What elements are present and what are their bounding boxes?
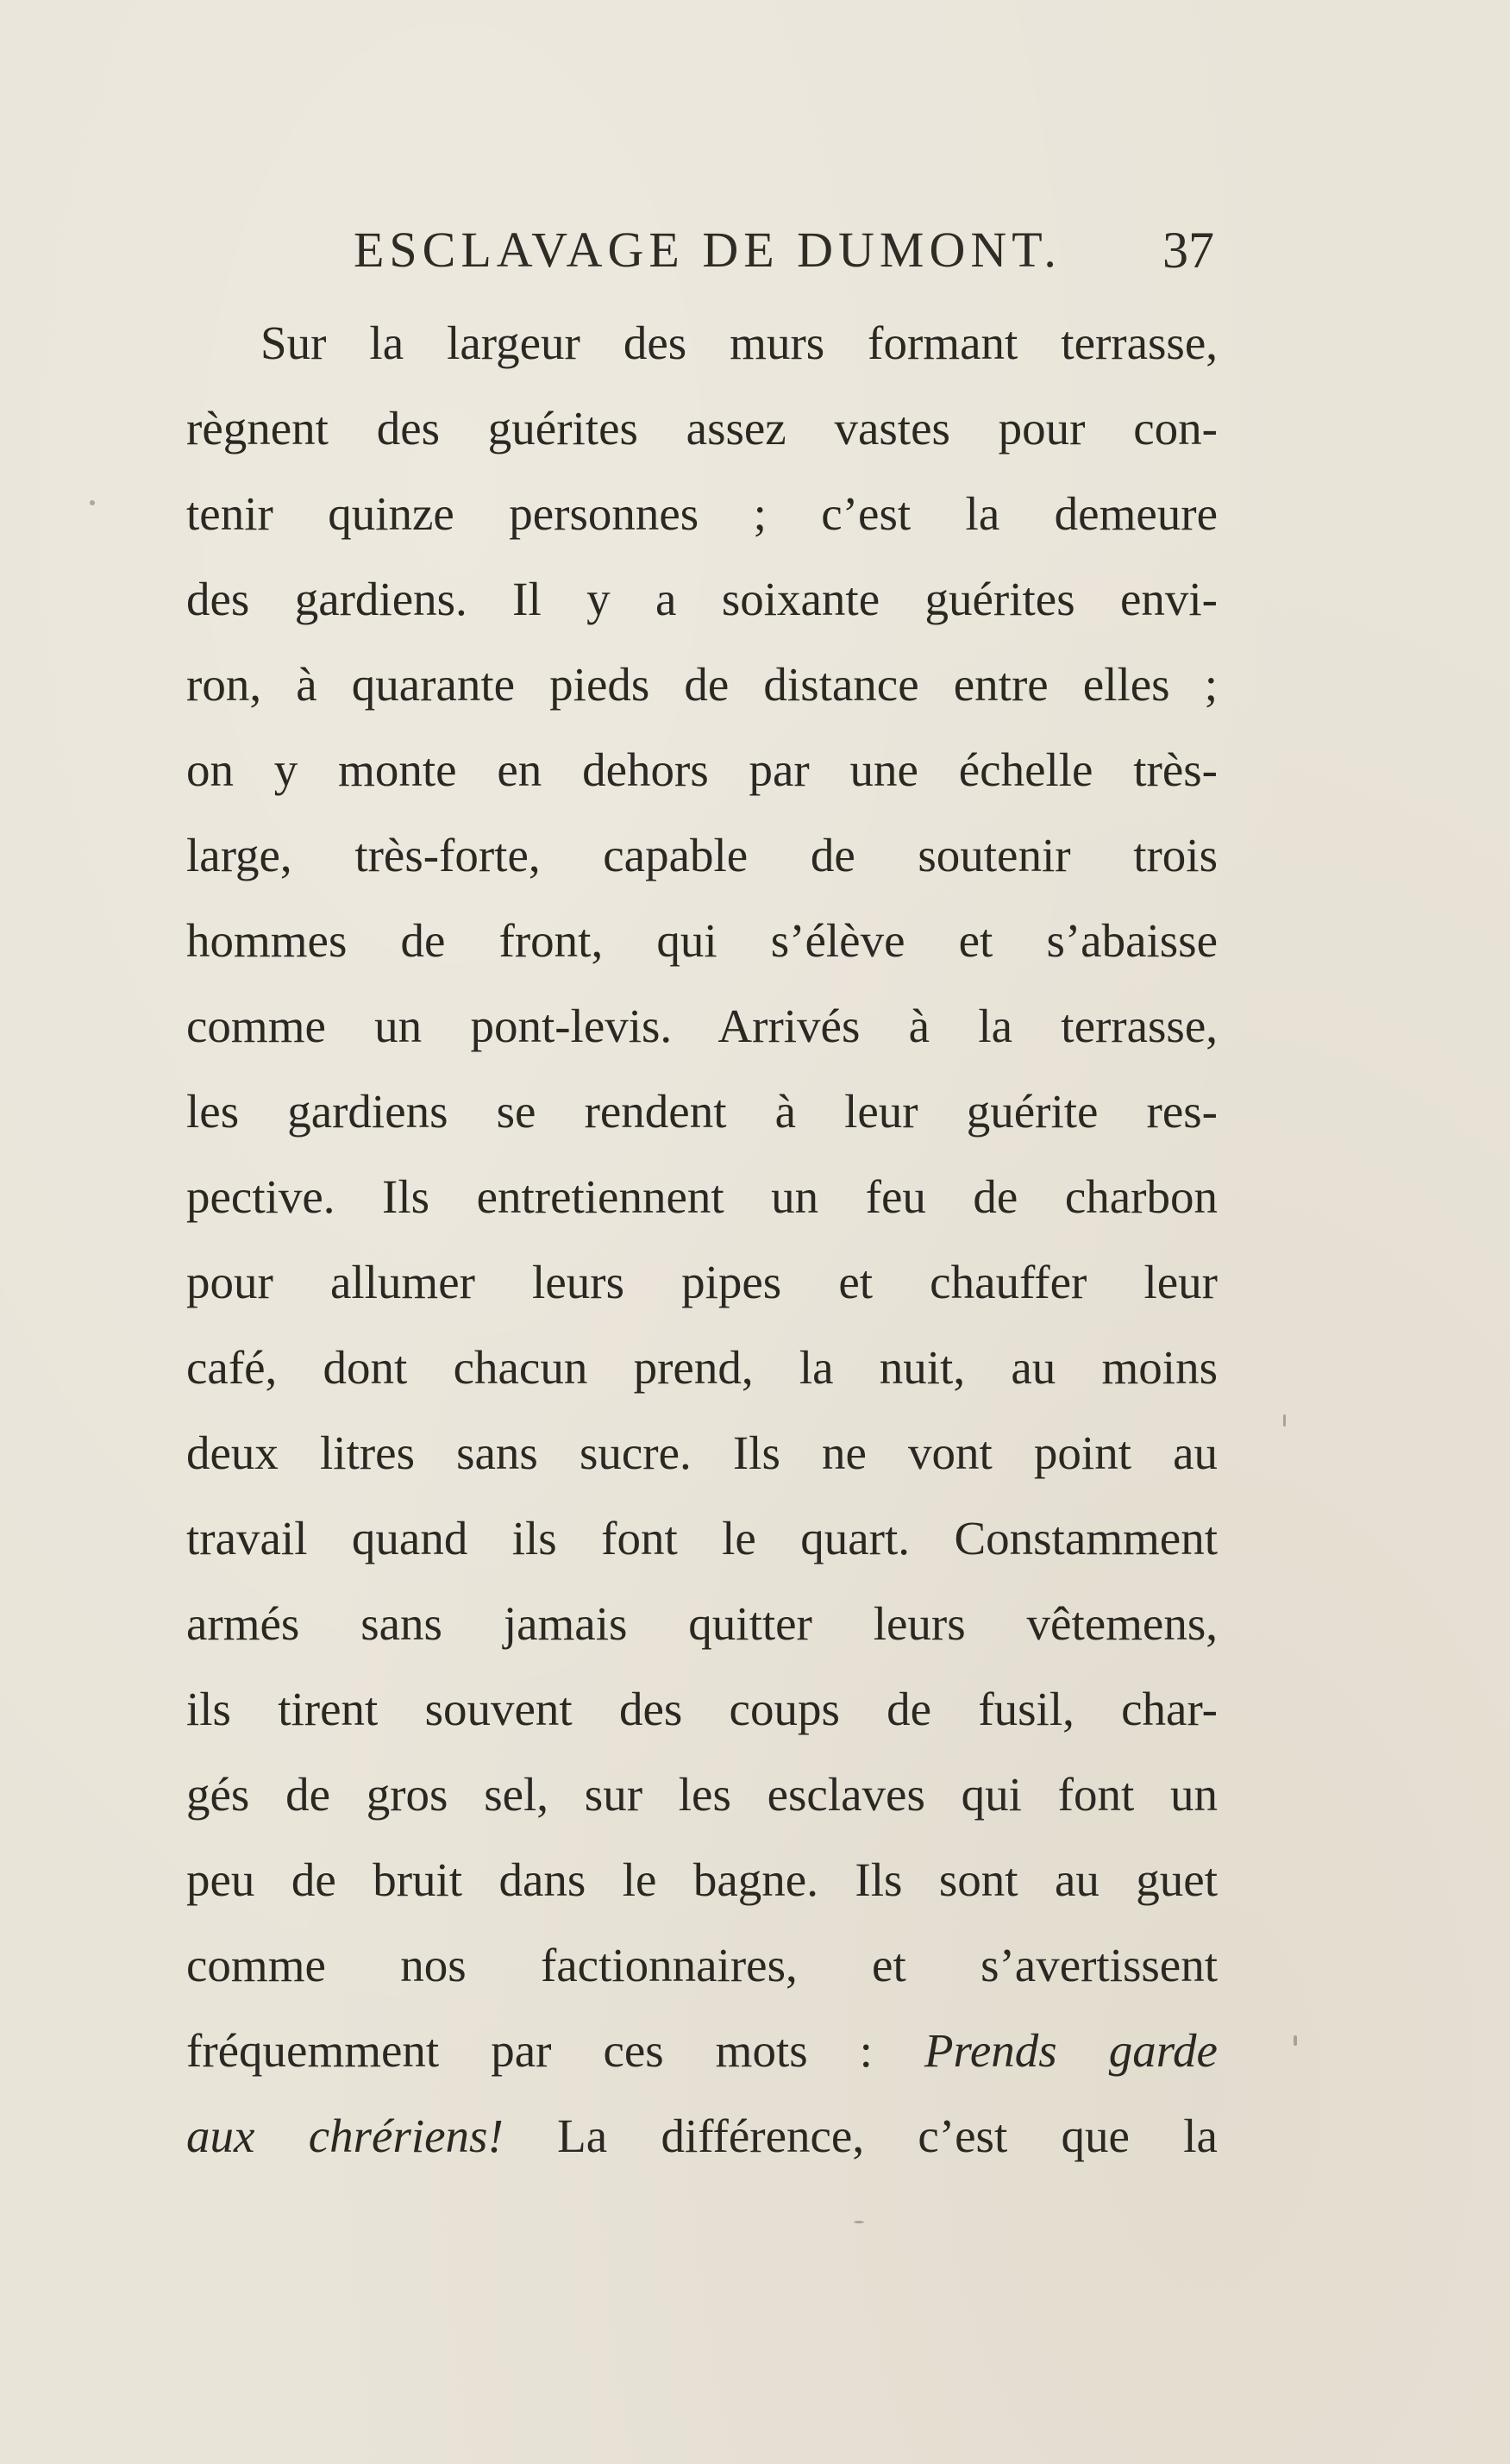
text-line: Sur la largeur des murs formant terrasse, (260, 317, 1218, 369)
paper-speck (1294, 2035, 1297, 2046)
body-text (186, 300, 1218, 2179)
text-line-22 (186, 2093, 1218, 2179)
text-line: café, dont chacun prend, la nuit, au moins (186, 1341, 1218, 1394)
line-22-italic: aux chrériens! (186, 2110, 504, 2162)
running-title: ESCLAVAGE DE DUMONT. (354, 222, 1062, 278)
paper-speck (854, 2221, 864, 2223)
text-line: hommes de front, qui s’élève et s’abaisse (186, 914, 1218, 967)
page-header (354, 216, 1216, 285)
text-line: des gardiens. Il y a soixante guérites envi- (186, 573, 1218, 625)
text-line: large, très-forte, capable de soutenir trois (186, 829, 1218, 881)
text-line: pective. Ils entretiennent un feu de charbon (186, 1170, 1218, 1223)
text-line: on y monte en dehors par une échelle très- (186, 743, 1218, 796)
line-22-roman: La différence, c’est que la (503, 2110, 1218, 2162)
line-21-italic: Prends garde (924, 2024, 1218, 2077)
line-21-roman: fréquemment par ces mots : (186, 2024, 924, 2077)
text-line-21 (186, 2008, 1218, 2093)
text-line: travail quand ils font le quart. Constamment (186, 1512, 1218, 1564)
page-number: 37 (1162, 222, 1214, 279)
paper-speck (90, 500, 95, 505)
text-line: armés sans jamais quitter leurs vêtemens, (186, 1597, 1218, 1650)
text-line: les gardiens se rendent à leur guérite res- (186, 1085, 1218, 1138)
text-line: pour allumer leurs pipes et chauffer leur (186, 1256, 1218, 1308)
text-line: deux litres sans sucre. Ils ne vont point au (186, 1426, 1218, 1479)
text-line: ron, à quarante pieds de distance entre elles ; (186, 658, 1218, 711)
text-line: comme un pont-levis. Arrivés à la terrasse, (186, 1000, 1218, 1052)
text-line: gés de gros sel, sur les esclaves qui font un (186, 1768, 1218, 1821)
paper-speck (1283, 1414, 1286, 1426)
text-line: peu de bruit dans le bagne. Ils sont au guet (186, 1853, 1218, 1906)
text-line: règnent des guérites assez vastes pour con- (186, 402, 1218, 455)
text-line: tenir quinze personnes ; c’est la demeure (186, 487, 1218, 540)
text-line: comme nos factionnaires, et s’avertissent (186, 1939, 1218, 1991)
text-line: ils tirent souvent des coups de fusil, char- (186, 1683, 1218, 1735)
